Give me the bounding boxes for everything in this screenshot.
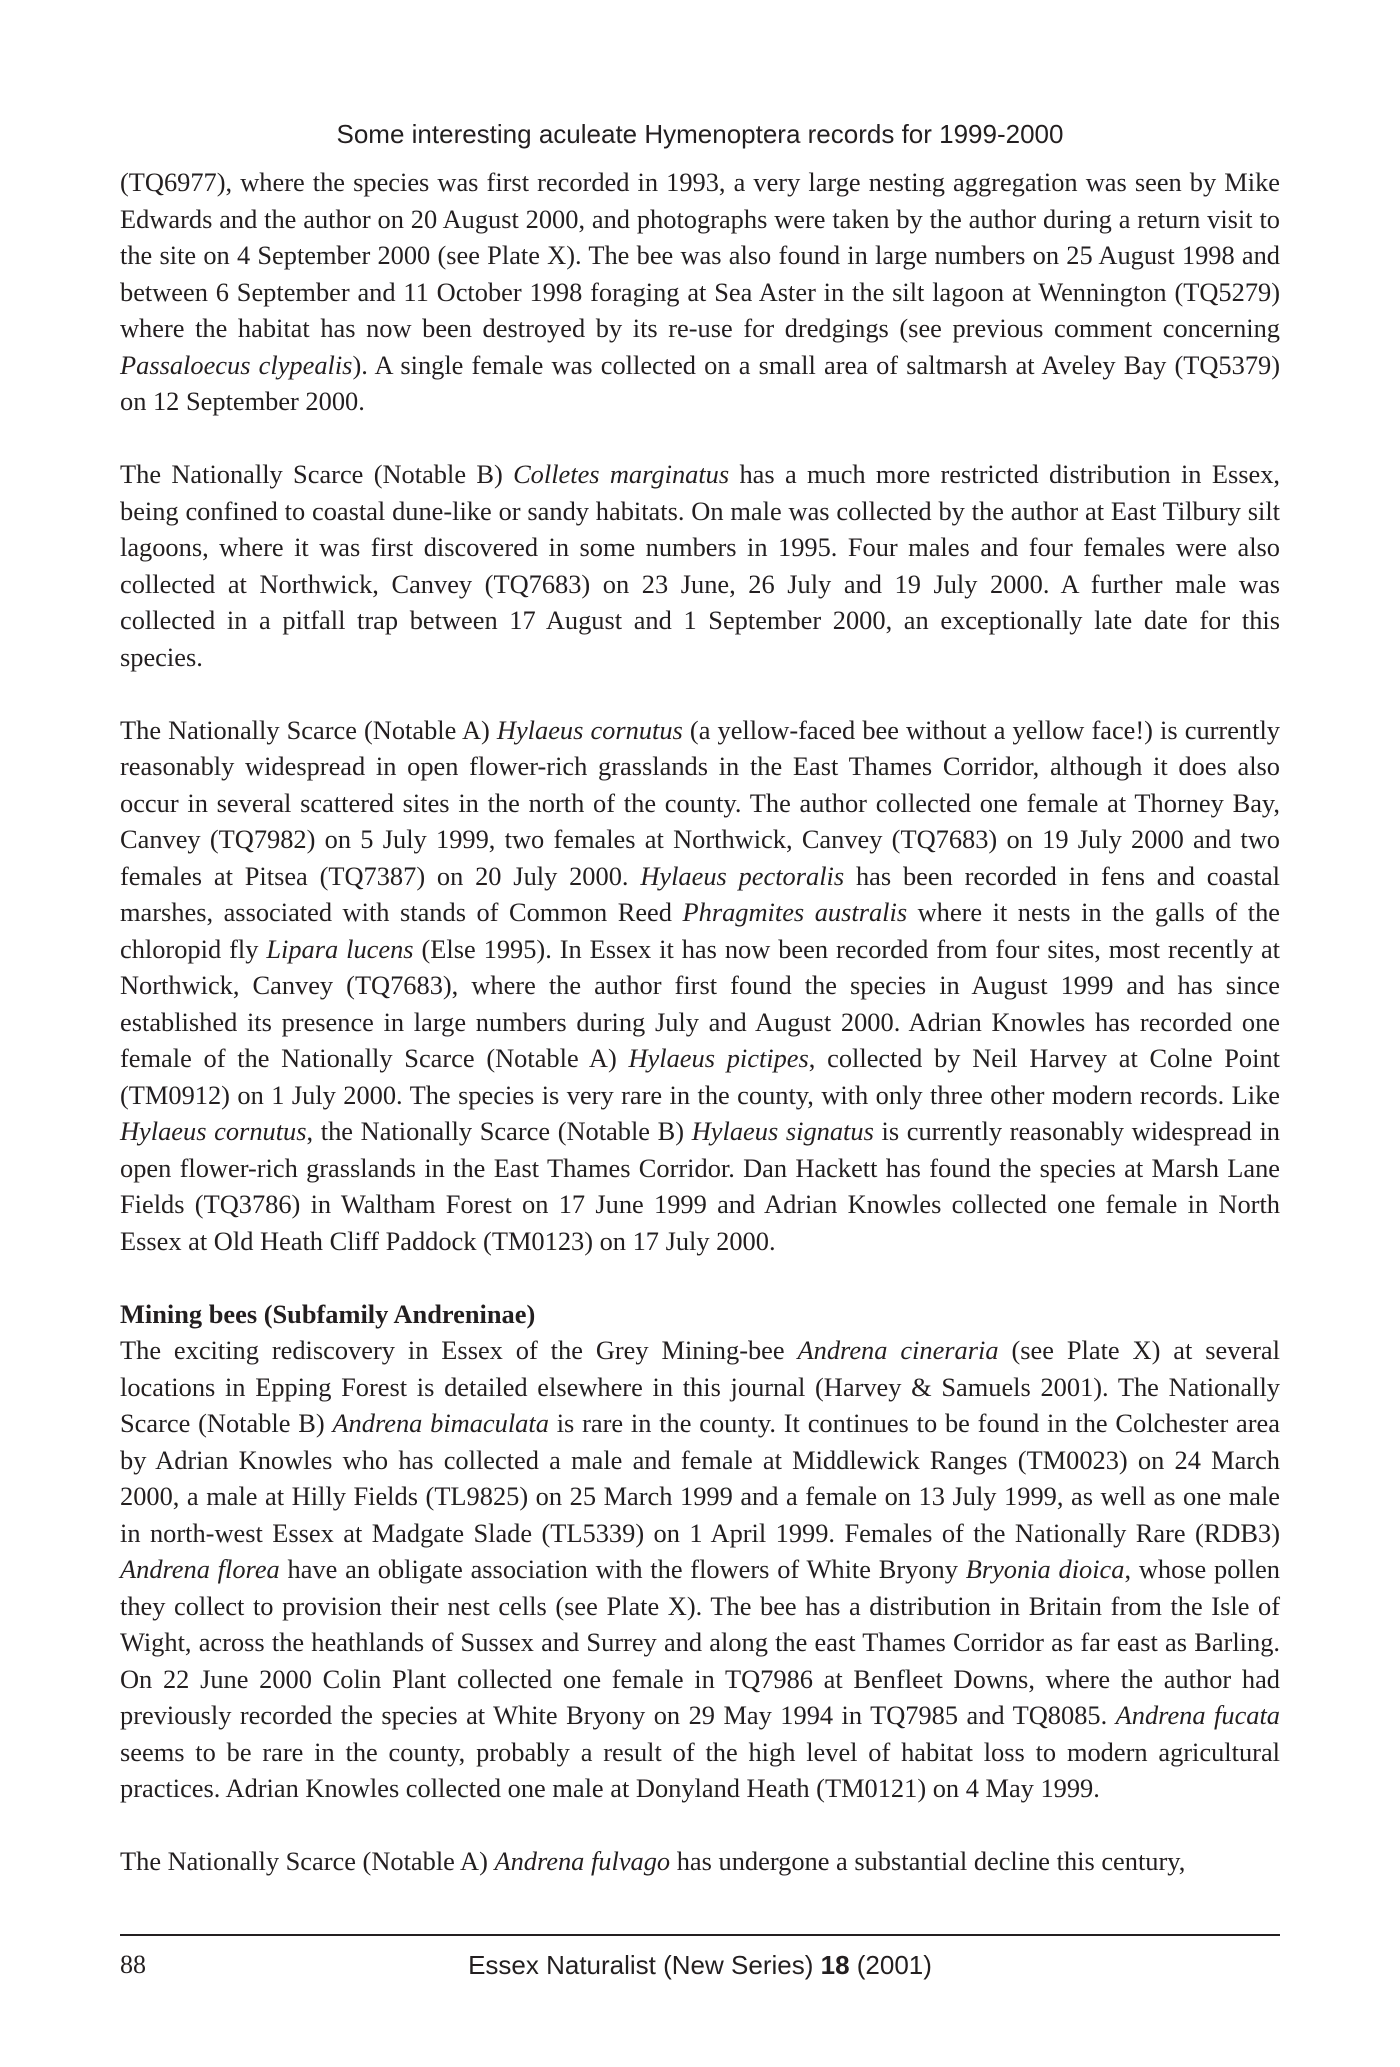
species-name: Hylaeus pectoralis: [640, 860, 845, 891]
species-name: Colletes marginatus: [513, 459, 730, 489]
species-name: Andrena fulvago: [494, 1846, 671, 1876]
text-run: , the Nationally Scarce (Notable B): [306, 1116, 692, 1146]
journal-citation: [120, 1948, 1280, 1982]
text-run: is currently reasonably widespread in open flower-rich grasslands in the East Thames Corridor. Dan Hackett has found the species at Marsh Lane Fields (TQ3786) in Waltham Forest on 17 June 1999 and Adrian Knowles collected one female in North Essex at Old Heath Cliff Paddock (TM0123) on 17 July 2000.: [120, 1116, 1281, 1256]
text-run: (a yellow-faced bee without a yellow face!) is currently reasonably widespread in open flower-rich grasslands in the East Thames Corridor, although it does also occur in several scattered sites in the north of the county. The author collected one female at Thorney Bay, Canvey (TQ7982) on 5 July 1999, two females at Northwick, Canvey (TQ7683) on 19 July 2000 and two females at Pitsea (TQ7387) on 20 July 2000.: [120, 714, 1280, 891]
paragraph-2: [120, 456, 1280, 675]
text-run: (Else 1995). In Essex it has now been recorded from four sites, most recently at Northwick, Canvey (TQ7683), where the author first found the species in August 1999 and has since established its presence in large numbers during July and August 2000. Adrian Knowles has recorded one female of the Nationally Scarce (Notable A): [120, 933, 1280, 1073]
text-run: has undergone a substantial decline this century,: [670, 1846, 1186, 1876]
species-name: Hylaeus pictipes: [628, 1043, 809, 1073]
text-run: , collected by Neil Harvey at Colne Point (TM0912) on 1 July 2000. The species is very rare in the county, with only three other modern records. Like: [120, 1043, 1280, 1110]
species-name: Passaloecus clypealis: [120, 349, 353, 380]
journal-year: (2001): [849, 1950, 932, 1980]
journal-name: Essex Naturalist (New Series): [468, 1950, 821, 1980]
footer-divider: [120, 1934, 1280, 1936]
species-name: Lipara lucens: [266, 933, 414, 964]
text-run: The Nationally Scarce (Notable B): [120, 459, 514, 489]
page-footer: [120, 1948, 1280, 1982]
paragraph-4: [120, 1332, 1280, 1807]
page-number: 88: [120, 1950, 146, 1979]
section-heading: Mining bees (Subfamily Andreninae): [120, 1298, 536, 1329]
text-run: (TQ6977), where the species was first recorded in 1993, a very large nesting aggregation was seen by Mike Edwards and the author on 20 August 2000, and photographs were taken by the author during a return visit to the site on 4 September 2000 (see Plate X). The bee was also found in large numbers on 25 August 1998 and between 6 September and 11 October 1998 foraging at Sea Aster in the silt lagoon at Wennington (TQ5279) where the habitat has now been destroyed by its re-use for dredgings (see previous comment concerning: [120, 167, 1280, 343]
text-run: have an obligate association with the flowers of White Bryony: [279, 1554, 966, 1584]
text-run: , whose pollen they collect to provision their nest cells (see Plate X). The bee has a distribution in Britain from the Isle of Wight, across the heathlands of Sussex and Surrey and along the east Thames Corridor as far east as Barling. On 22 June 2000 Colin Plant collected one female in TQ7986 at Benfleet Downs, where the author had previously recorded the species at White Bryony on 29 May 1994 in TQ7985 and TQ8085.: [120, 1554, 1281, 1730]
text-run: The exciting rediscovery in Essex of the Grey Mining-bee: [120, 1335, 798, 1365]
text-run: where it nests in the galls of the chloropid fly: [120, 897, 1280, 964]
text-run: has been recorded in fens and coastal marshes, associated with stands of Common Reed: [120, 860, 1280, 927]
running-head-title: Some interesting aculeate Hymenoptera records for 1999-2000: [336, 119, 1064, 149]
species-name: Andrena cineraria: [797, 1335, 999, 1365]
species-name: Andrena bimaculata: [332, 1408, 549, 1438]
species-name: Hylaeus cornutus: [120, 1116, 307, 1146]
species-name: Bryonia dioica: [965, 1554, 1125, 1584]
species-name: Hylaeus cornutus: [496, 714, 683, 745]
text-run: has a much more restricted distribution in Essex, being confined to coastal dune-like or sandy habitats. On male was collected by the author at East Tilbury silt lagoons, where it was first discovered in some numbers in 1995. Four males and four females were also collected at Northwick, Canvey (TQ7683) on 23 June, 26 July and 19 July 2000. A further male was collected in a pitfall trap between 17 August and 1 September 2000, an exceptionally late date for this species.: [120, 459, 1280, 672]
text-run: (see Plate X) at several locations in Epping Forest is detailed elsewhere in this journal (Harvey & Samuels 2001). The Nationally Scarce (Notable B): [120, 1335, 1280, 1438]
text-run: seems to be rare in the county, probably a result of the high level of habitat loss to modern agricultural practices. Adrian Knowles collected one male at Donyland Heath (TM0121) on 4 May 1999.: [120, 1736, 1280, 1803]
text-run: The Nationally Scarce (Notable A): [120, 714, 497, 745]
text-run: ). A single female was collected on a small area of saltmarsh at Aveley Bay (TQ5379) on 12 September 2000.: [120, 349, 1280, 416]
species-name: Phragmites australis: [682, 897, 908, 927]
text-run: The Nationally Scarce (Notable A): [120, 1846, 495, 1876]
species-name: Andrena florea: [120, 1554, 280, 1584]
paragraph-5: [120, 1843, 1280, 1880]
paragraph-1: [120, 164, 1280, 420]
species-name: Hylaeus signatus: [691, 1116, 874, 1146]
paragraph-3: [120, 712, 1280, 1260]
species-name: Andrena fucata: [1115, 1700, 1281, 1730]
volume-number: 18: [820, 1950, 850, 1980]
article-body: [120, 164, 1280, 1880]
text-run: is rare in the county. It continues to be found in the Colchester area by Adrian Knowles who has collected a male and female at Middlewick Ranges (TM0023) on 24 March 2000, a male at Hilly Fields (TL9825) on 25 March 1999 and a female on 13 July 1999, as well as one male in north-west Essex at Madgate Slade (TL5339) on 1 April 1999. Females of the Nationally Rare (RDB3): [120, 1408, 1280, 1548]
